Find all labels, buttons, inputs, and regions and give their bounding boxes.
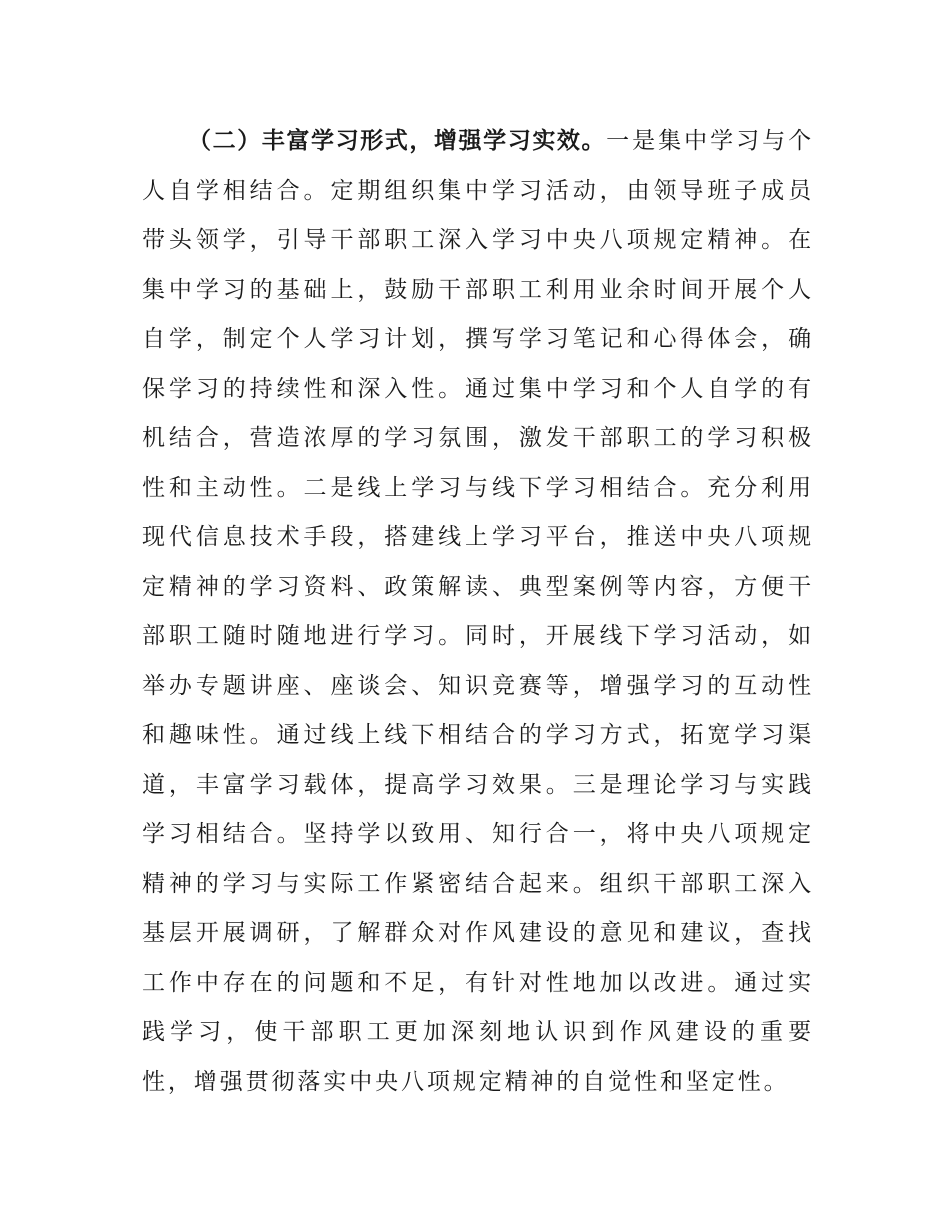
paragraph-text: 一是集中学习与个人自学相结合。定期组织集中学习活动，由领导班子成员带头领学，引导干部职工深入学习中央八项规定精神。在集中学习的基础上，鼓励干部职工利用业余时间开展个人自学，制定个人学习计划，撰写学习笔记和心得体会，确保学习的持续性和深入性。通过集中学习和个人自学的有机结合，营造浓厚的学习氛围，激发干部职工的学习积极性和主动性。二是线上学习与线下学习相结合。充分利用现代信息技术手段，搭建线上学习平台，推送中央八项规定精神的学习资料、政策解读、典型案例等内容，方便干部职工随时随地进行学习。同时，开展线下学习活动，如举办专题讲座、座谈会、知识竞赛等，增强学习的互动性和趣味性。通过线上线下相结合的学习方式，拓宽学习渠道，丰富学习载体，提高学习效果。三是理论学习与实践学习相结合。坚持学以致用、知行合一，将中央八项规定精神的学习与实际工作紧密结合起来。组织干部职工深入基层开展调研，了解群众对作风建设的意见和建议，查找工作中存在的问题和不足，有针对性地加以改进。通过实践学习，使干部职工更加深刻地认识到作风建设的重要性，增强贯彻落实中央八项规定精神的自觉性和坚定性。	[142, 128, 815, 1095]
body-paragraph	[142, 117, 814, 1107]
section-heading: （二）丰富学习形式，增强学习实效。	[188, 128, 607, 154]
